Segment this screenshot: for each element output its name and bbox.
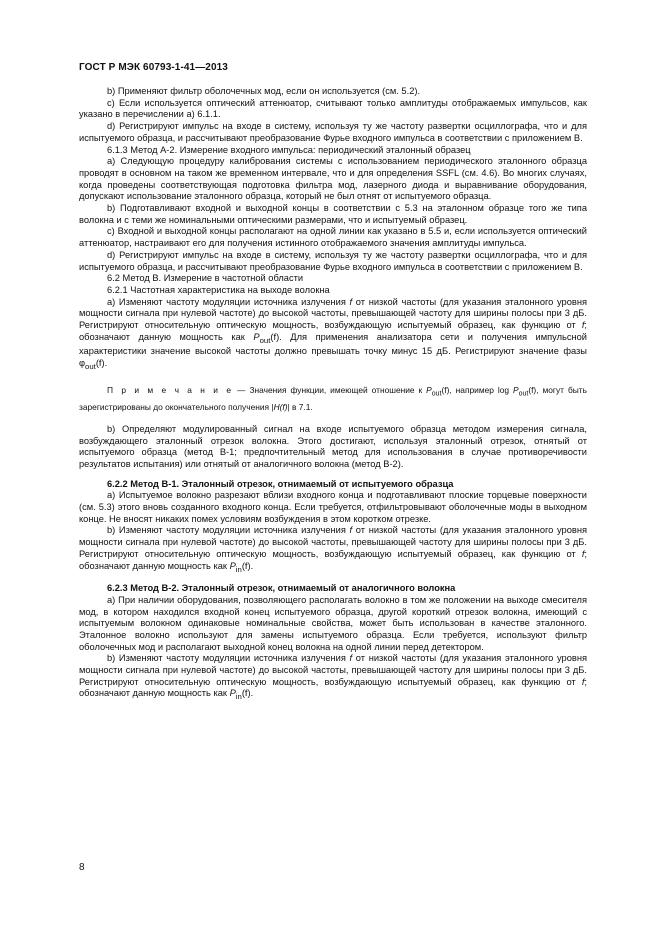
paragraph-with-formula: b) Изменяют частоту модуляции источника излучения f от низкой частоты (для указания эталонного уровня мощности сигнала при нулевой частоте) до высокой частоты, превышающей частоту для ширины полосы при 3 дБ. Регистрируют относительную оптическую мощность, возбуждающую испытуемый образец, как функцию от f; обозначают данную мощность как $P_{in}(f)$. xyxy=(79,653,588,702)
section-heading-6-2: 6.2 Метод В. Измерение в частотной области xyxy=(107,273,304,284)
paragraph: a) Испытуемое волокно разрезают вблизи входного конца и подготавливают плоские торцевые поверхности (см. 5.3) этого вновь созданного входного конца. Если требуется, отфильтровывают оболочечные моды в выходном конце. Не вносят никаких помех условиям возбуждения в этом коротком отрезке. xyxy=(79,490,587,524)
note: П р и м е ч а н и е — Значения функции, имеющей отношение к $P_{out}(f)$, например $\log P_{out}(f)$, могут быть зарегистрированы до окончательного получения |H(f)| в 7.1. xyxy=(79,384,587,412)
section-heading-6-2-2: 6.2.2 Метод В-1. Эталонный отрезок, отнимаемый от испытуемого образца xyxy=(107,478,454,489)
document-header: ГОСТ Р МЭК 60793-1-41—2013 xyxy=(79,62,228,73)
paragraph: b) Определяют модулированный сигнал на входе испытуемого образца методом измерения сигнала, возбуждающего эталонный отрезок волокна. Этого достигают, используя эталонный отрезок, отнятый от испытуемого образца (метод В-1; предпочтительный метод для использования в случае противоречивости результатов испытания) или отнятый от аналогичного волокна (метод В-2). xyxy=(79,423,587,469)
paragraph: a) Следующую процедуру калибрования системы с использованием периодического эталонного образца проводят в основном на таком же временном интервале, что и для определения SSFL (см. 4.6). Во многих случаях, когда проведены соответствующая подготовка фильтра мод, лазерного диода и выравнивание оборудования, допускают использование эталонного образца, который не был отнят от испытуемого образца. xyxy=(79,156,587,202)
page-number: 8 xyxy=(79,862,85,873)
paragraph: d) Регистрируют импульс на входе в систему, используя ту же частоту развертки осциллографа, что и для испытуемого образца, и рассчитывают преобразование Фурье входного импульса в соответствии с приложением В. xyxy=(79,249,587,272)
section-heading-6-1-3: 6.1.3 Метод А-2. Измерение входного импульса: периодический эталонный образец xyxy=(107,144,471,155)
section-heading-6-2-3: 6.2.3 Метод В-2. Эталонный отрезок, отнимаемый от аналогичного волокна xyxy=(107,583,456,594)
document-body xyxy=(79,86,587,703)
paragraph: d) Регистрируют импульс на входе в систему, используя ту же частоту развертки осциллографа, что и для испытуемого образца, и рассчитывают преобразование Фурье входного импульса в соответствии с приложением В. xyxy=(79,121,587,143)
paragraph-with-formula: a) Изменяют частоту модуляции источника излучения f от низкой частоты (для указания эталонного уровня мощности сигнала при нулевой частоте) до высокой частоты, превышающей частоту для ширины полосы при 3 дБ. Регистрируют относительную оптическую мощность, возбуждающую испытуемый образец, как функцию от f; обозначают данную мощность как $P_{out}(f)$. Для применения анализатора сети и получения импульсной характеристики значение высокой частоты должно превышать точку минус 15 дБ. Регистрируют значение фазы $\varphi_{out}(f)$. xyxy=(79,296,588,371)
section-heading-6-2-1: 6.2.1 Частотная характеристика на выходе волокна xyxy=(107,284,330,295)
paragraph: c) Входной и выходной концы располагают на одной линии как указано в 5.5 и, если используется оптический аттенюатор, настраивают его для получения истинного отображаемого значения амплитуды импульса. xyxy=(79,226,587,249)
paragraph-with-formula: b) Изменяют частоту модуляции источника излучения f от низкой частоты (для указания эталонного уровня мощности сигнала при нулевой частоте) до высокой частоты, превышающей частоту для ширины полосы при 3 дБ. Регистрируют относительную оптическую мощность, возбуждающую испытуемый образец, как функцию от f; обозначают данную мощность как $P_{in}(f)$. xyxy=(79,525,588,574)
paragraph: c) Если используется оптический аттенюатор, считывают только амплитуды отображаемых импульсов, как указано в перечислении а) 6.1.1. xyxy=(79,97,587,120)
paragraph: a) При наличии оборудования, позволяющего располагать волокно в том же положении на выходе смесителя мод, в котором находился входной конец испытуемого образца, другой короткий отрезок волокна, имеющий с испытуемым волокном одинаковые номинальные свойства, может быть использован в качестве эталонного. Эталонное волокно используют для замены испытуемого образца. Если требуется, используют фильтр оболочечных мод и располагают выходной конец волокна на одной линии перед детектором. xyxy=(79,594,587,652)
paragraph: b) Применяют фильтр оболочечных мод, если он используется (см. 5.2). xyxy=(107,86,421,96)
paragraph: b) Подготавливают входной и выходной концы в соответствии с 5.3 на эталонном образце того же типа волокна и с теми же номинальными оптическими размерами, что и испытуемый образец. xyxy=(79,203,587,225)
